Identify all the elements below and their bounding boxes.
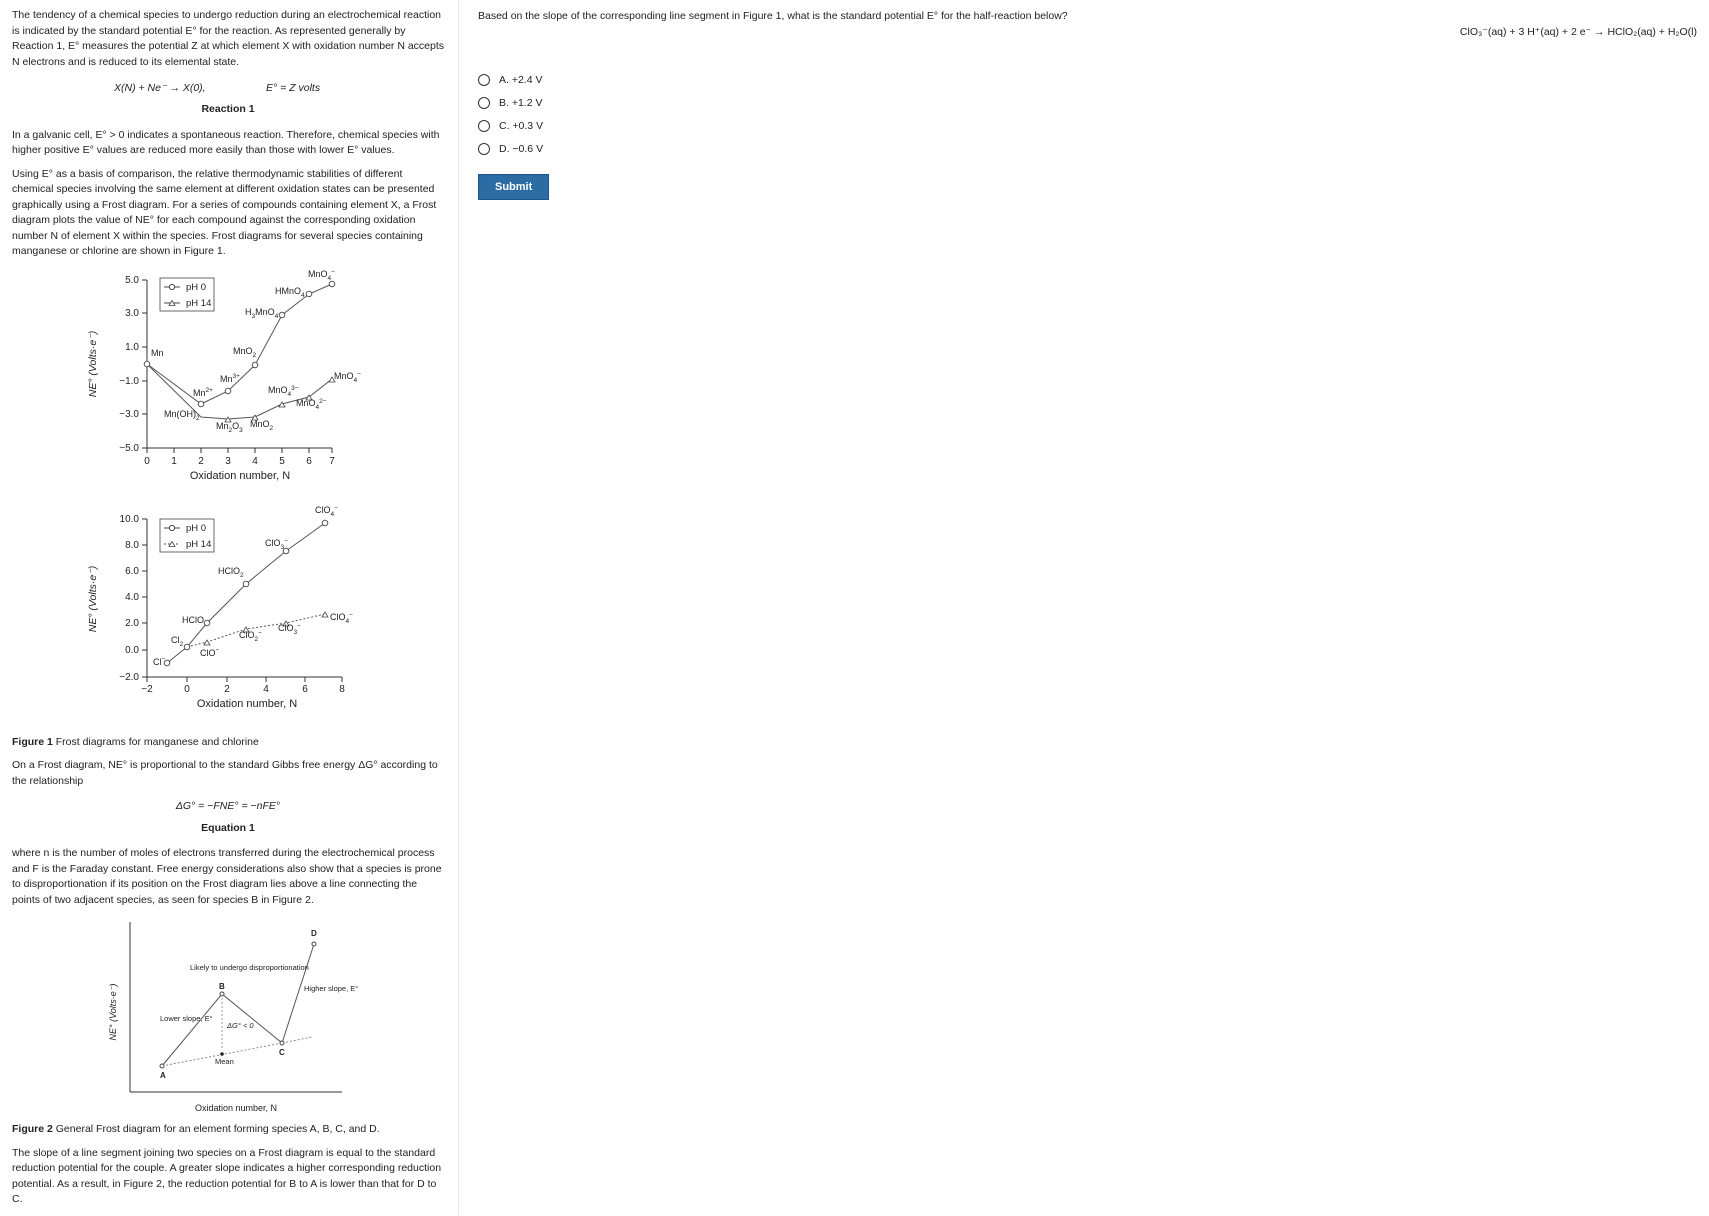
- gen-label-b: B: [219, 982, 225, 991]
- cl-label-cl2: $Cl_2$: [171, 634, 184, 648]
- cl-label-hclo2: HClO$_2$: [218, 565, 244, 579]
- passage-paragraph-6: The slope of a line segment joining two species on a Frost diagram is equal to the standard reduction potential for the couple. A greater slope indicates a higher corresponding reduction potential. As a result, in Figure 2, the reduction potential for B to A is lower than that for D to C.: [12, 1146, 442, 1205]
- cl-label-clominus: ClO−: [200, 646, 220, 658]
- mn-point-hmno4: [306, 291, 312, 297]
- answer-option-label: D. −0.6 V: [499, 142, 544, 155]
- panel-divider: [458, 0, 459, 1215]
- figure-1-caption-text: Frost diagrams for manganese and chlorine: [52, 735, 259, 748]
- cl-label-clo3minus: ClO$_3$−: [278, 622, 301, 636]
- cl-y-axis-title: NE° (Volts·e⁻): [87, 565, 99, 632]
- mn-label-mno4m: MnO$_4$−: [334, 370, 361, 384]
- mn-label-mno42: MnO$_4^{2-}$: [296, 397, 327, 411]
- mn-x-ticks: [147, 448, 332, 453]
- mn-label-mn2: $Mn^{2+}$: [193, 386, 213, 398]
- cl-ytick-label: 6.0: [125, 565, 139, 577]
- mn-xtick-label: 7: [329, 455, 335, 467]
- mn-legend: [160, 278, 214, 311]
- reaction-1-label: Reaction 1: [201, 103, 255, 115]
- mn-point-mno4: [329, 281, 335, 287]
- cl-point-hclo2: [243, 581, 249, 587]
- submit-button[interactable]: Submit: [478, 174, 549, 200]
- cl-xtick-label: 0: [184, 683, 190, 695]
- cl-legend-ph14: pH 14: [186, 538, 212, 550]
- mn-point-h3mno4: [279, 312, 285, 318]
- cl-xtick-label: 6: [302, 683, 308, 695]
- mn-species-labels: [151, 269, 361, 434]
- mn-label-mno4: MnO$_4$−: [308, 268, 335, 282]
- cl-ytick-label: −2.0: [119, 671, 139, 683]
- gen-y-axis-title: NE° (Volts·e⁻): [108, 983, 118, 1041]
- mn-point-mn2plus: [198, 401, 204, 407]
- gen-annot-disproportionation: Likely to undergo disproportionation: [190, 963, 309, 972]
- cl-species-labels: [153, 505, 353, 667]
- mn-ytick-label: 1.0: [125, 341, 139, 353]
- gen-label-d: D: [311, 929, 317, 938]
- radio-icon[interactable]: [478, 143, 490, 155]
- answer-option-d[interactable]: [478, 137, 1698, 160]
- mn-xtick-label: 5: [279, 455, 285, 467]
- gen-label-c: C: [279, 1048, 285, 1057]
- mn-xtick-label: 4: [252, 455, 258, 467]
- cl-ytick-label: 4.0: [125, 591, 139, 603]
- mn-point-mn: [144, 361, 150, 367]
- mn-x-axis-title: Oxidation number, N: [189, 469, 291, 482]
- answer-option-c[interactable]: [478, 114, 1698, 137]
- passage-paragraph-1: The tendency of a chemical species to undergo reduction during an electrochemical reaction is indicated by the standard potential E° for the reaction. As represented generally by Reaction 1, E° measures the potential Z at which element X with oxidation number N accepts N electrons and is reduced to its elemental state.: [12, 9, 445, 68]
- gen-point-a: [160, 1064, 164, 1068]
- mn-label-mnoh2: $Mn(OH)_2$: [164, 408, 200, 422]
- cl-xtick-label: 2: [224, 683, 230, 695]
- answer-options: [478, 68, 1698, 160]
- answer-option-b[interactable]: [478, 91, 1698, 114]
- cl-legend-ph0: pH 0: [186, 522, 207, 534]
- cl-x-ticks: [147, 677, 342, 682]
- gen-annot-higher-slope: Higher slope, E°: [304, 984, 359, 993]
- cl-ytick-label: 8.0: [125, 539, 139, 551]
- figure-1-caption: [12, 735, 444, 751]
- equation-1-label: Equation 1: [201, 821, 255, 834]
- cl-y-ticks: [142, 519, 147, 677]
- cl-xtick-label: 4: [263, 683, 269, 695]
- cl-label-clo4: ClO$_4$−: [315, 504, 338, 518]
- cl-label-clo3: ClO$_3$−: [265, 537, 288, 551]
- cl-point-clo-minus: [204, 640, 210, 645]
- mn-xtick-label: 2: [198, 455, 204, 467]
- mn-label-mno43: MnO$_4^{3-}$: [268, 384, 299, 398]
- answer-option-label: C. +0.3 V: [499, 119, 544, 132]
- passage-paragraph-4: On a Frost diagram, NE° is proportional to the standard Gibbs free energy ΔG° according to the relationship: [12, 759, 438, 787]
- radio-icon[interactable]: [478, 74, 490, 86]
- figure-1-chlorine-chart: [12, 499, 444, 731]
- mn-legend-ph14: pH 14: [186, 297, 212, 309]
- gen-annot-mean: Mean: [215, 1057, 234, 1066]
- reaction-1-rhs: E° = Z volts: [266, 82, 321, 94]
- passage-paragraph-2: In a galvanic cell, E° > 0 indicates a spontaneous reaction. Therefore, chemical species with higher positive E° values are reduced more easily than those with lower E° values.: [12, 128, 440, 156]
- mn-label-mn: Mn: [151, 347, 164, 358]
- figure-2-caption: [12, 1122, 444, 1138]
- mn-label-h3mno4: $H_3MnO_4$: [245, 306, 279, 320]
- equation-1: ΔG° = −FNE° = −nFE°: [175, 800, 281, 812]
- gen-annot-lower-slope: Lower slope, E°: [160, 1014, 213, 1023]
- cl-label-clo2minus: ClO$_2$−: [239, 629, 262, 643]
- mn-label-mno2b: MnO$_2$: [250, 418, 274, 432]
- mn-ph0-points: [144, 281, 335, 407]
- gen-annot-dg: ΔG° < 0: [227, 1021, 254, 1030]
- cl-xtick-label: 8: [339, 683, 345, 695]
- mn-xtick-label: 3: [225, 455, 231, 467]
- passage-paragraph-3: Using E° as a basis of comparison, the relative thermodynamic stabilities of different chemical species involving the same element at different oxidation states can be presented graphically using a Frost diagram. For a series of compounds containing element X, a Frost diagram plots the value of NE° for each compound against the corresponding oxidation number N of element X within the species. Frost diagrams for several species containing manganese or chlorine are shown in Figure 1.: [12, 167, 437, 257]
- figure-2-caption-label: Figure 2: [12, 1123, 53, 1135]
- cl-ytick-label: 0.0: [125, 644, 139, 656]
- mn-point-mn3plus: [225, 388, 231, 394]
- mn-ytick-label: −1.0: [119, 375, 139, 387]
- gen-point-b: [220, 992, 224, 996]
- cl-label-clminus: Cl−: [153, 655, 166, 667]
- figure-1-caption-label: Figure 1: [12, 735, 53, 748]
- cl-legend: [160, 519, 214, 552]
- cl-point-cl2: [184, 644, 190, 650]
- answer-option-label: A. +2.4 V: [499, 73, 543, 86]
- cl-ytick-label: 10.0: [119, 513, 139, 525]
- cl-label-hclo: HClO: [182, 614, 204, 625]
- mn-label-mno2: MnO$_2$: [233, 345, 257, 359]
- cl-point-hclo: [204, 620, 210, 626]
- figure-2-general-chart: [12, 916, 444, 1116]
- gen-point-c: [280, 1041, 284, 1045]
- radio-icon[interactable]: [478, 120, 490, 132]
- mn-legend-ph0: pH 0: [186, 281, 207, 293]
- mn-label-mn2o3: $Mn_2O_3$: [216, 420, 243, 434]
- gen-point-mean: [220, 1052, 224, 1056]
- radio-icon[interactable]: [478, 97, 490, 109]
- answer-option-a[interactable]: [478, 68, 1698, 91]
- passage-panel: [12, 8, 444, 1216]
- mn-y-axis-title: NE° (Volts·e⁻): [87, 330, 99, 397]
- half-reaction: ClO₃⁻(aq) + 3 H⁺(aq) + 2 e⁻ → HClO₂(aq) + H₂O(l): [1459, 26, 1697, 38]
- answer-option-label: B. +1.2 V: [499, 96, 543, 109]
- figure-2-caption-text: General Frost diagram for an element forming species A, B, C, and D.: [52, 1123, 380, 1135]
- question-stem: Based on the slope of the corresponding line segment in Figure 1, what is the standard potential E° for the half-reaction below?: [478, 10, 1068, 22]
- cl-x-axis-title: Oxidation number, N: [196, 697, 298, 710]
- mn-series-ph0-line: [147, 281, 332, 404]
- cl-ytick-label: 2.0: [125, 617, 139, 629]
- mn-ytick-label: −3.0: [119, 408, 139, 420]
- mn-xtick-label: 0: [144, 455, 150, 467]
- reaction-1-lhs: X(N) + Ne⁻ → X(0),: [114, 82, 206, 94]
- cl-ph14-points: [204, 612, 328, 645]
- gen-label-a: A: [160, 1071, 166, 1080]
- passage-paragraph-5: where n is the number of moles of electrons transferred during the electrochemical process and F is the Faraday constant. Free energy considerations also show that a species is prone to disproportionation if its position on the Frost diagram lies above a line connecting the points of two adjacent species, as seen for species B in Figure 2.: [12, 847, 442, 906]
- cl-point-clo4: [322, 520, 328, 526]
- reaction-1: [12, 78, 444, 100]
- mn-label-hmno4: HMnO$_4$: [275, 285, 305, 299]
- mn-label-mn3: $Mn^{3+}$: [220, 372, 240, 384]
- cl-xtick-label: −2: [141, 683, 153, 695]
- mn-ytick-label: 3.0: [125, 307, 139, 319]
- mn-ytick-label: 5.0: [125, 274, 139, 286]
- gen-dotted-extension: [282, 1037, 312, 1043]
- mn-xtick-label: 1: [171, 455, 177, 467]
- cl-label-clo4minus: ClO$_4$−: [330, 611, 353, 625]
- mn-point-mno2: [252, 362, 258, 368]
- gen-point-d: [312, 942, 316, 946]
- mn-ytick-label: −5.0: [119, 442, 139, 454]
- gen-x-axis-title: Oxidation number, N: [194, 1103, 278, 1113]
- mn-xtick-label: 6: [306, 455, 312, 467]
- figure-1-manganese-chart: [12, 268, 444, 493]
